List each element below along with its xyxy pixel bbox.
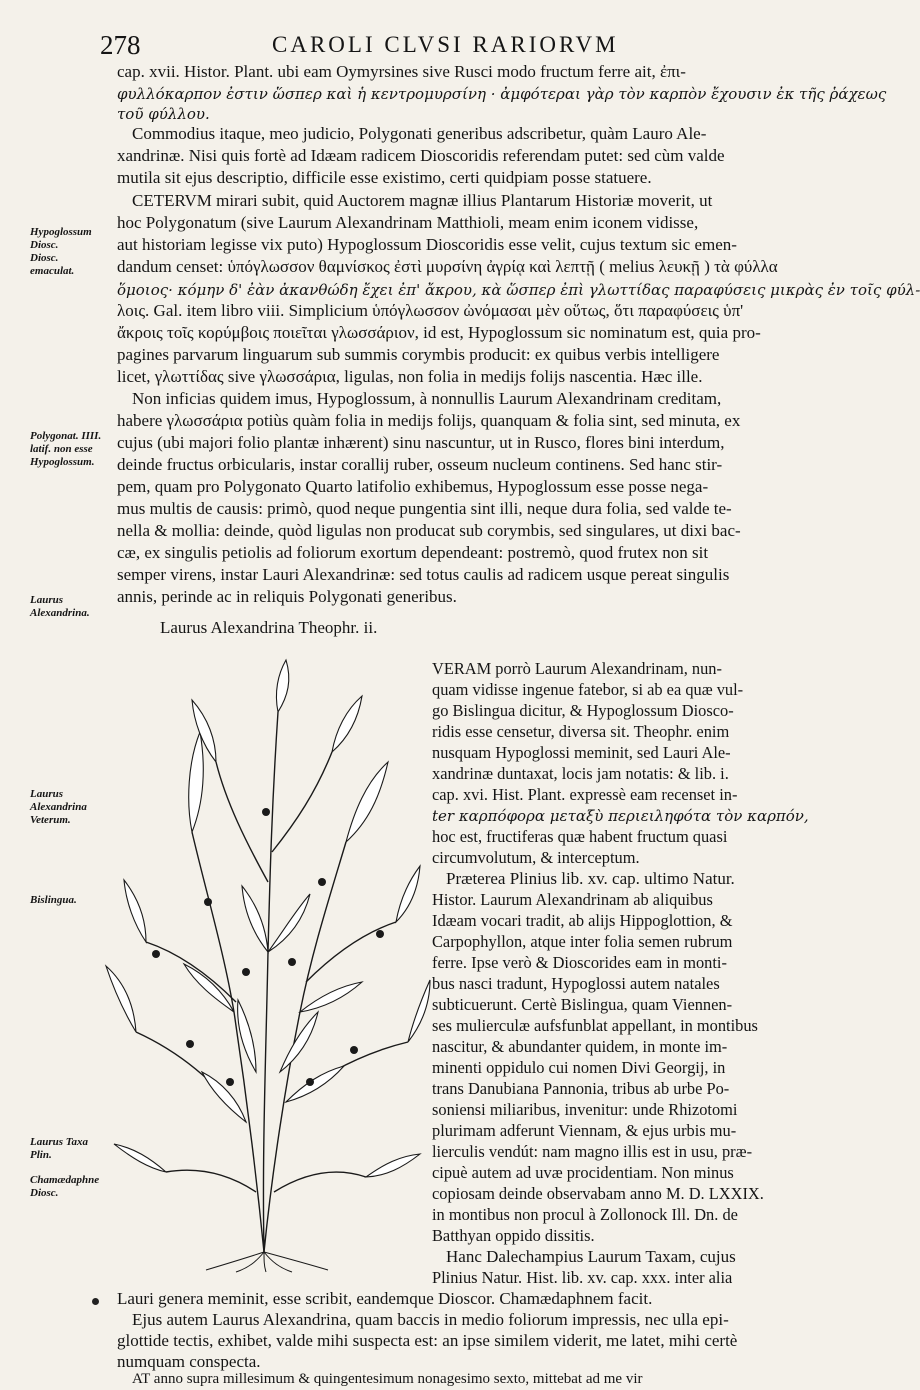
body-line: ἄκροις τοῖς κορύμβοις ποιεῖται γλωσσάριον, id est, Hypoglossum sic nominatum est, quia pro-: [117, 323, 761, 342]
body-line: CETERVM mirari subit, quid Auctorem magnæ illius Plantarum Historiæ moverit, ut: [132, 191, 713, 210]
margin-note: Polygonat. IIII. latif. non esse Hypoglossum.: [30, 430, 102, 468]
body-line: deinde fructus orbicularis, instar corallij ruber, osseum nucleum continens. Sed hanc stir-: [117, 455, 723, 474]
column-line: copiosam deinde observabam anno M. D. LXXIX.: [432, 1184, 764, 1203]
column-line: bus nasci tradunt, Hypoglossi autem natales: [432, 974, 720, 993]
column-line: soniensi miliaribus, invenitur: unde Rhizotomi: [432, 1100, 738, 1119]
body-line: glottide tectis, exhibet, valde mihi suspecta est: an ipse similem viderit, me latet, mihi certè: [117, 1331, 738, 1350]
column-line: minenti oppidulo cui nomen Divi Georgij, in: [432, 1058, 726, 1077]
column-line: nascitur, & abundanter quidem, in monte im-: [432, 1037, 728, 1056]
body-line: cap. xvii. Histor. Plant. ubi eam Oymyrsines sive Rusci modo fructum ferre ait, ἐπι-: [117, 62, 686, 81]
ink-blot: [92, 1298, 99, 1305]
figure-caption: Laurus Alexandrina Theophr. ii.: [160, 618, 378, 637]
page-header: [100, 30, 780, 64]
column-line: trans Danubiana Pannonia, tribus ab urbe Po-: [432, 1079, 730, 1098]
margin-note: Laurus Alexandrina.: [30, 594, 90, 619]
column-line: Hanc Dalechampius Laurum Taxam, cujus: [446, 1247, 736, 1266]
column-line: lierculis vendút: nam magno illis est in usu, præ-: [432, 1142, 753, 1161]
column-line: hoc est, fructiferas quæ habent fructum quasi: [432, 827, 728, 846]
body-line: xandrinæ. Nisi quis fortè ad Idæam radicem Dioscoridis referendam putet: sed cùm valde: [117, 146, 725, 165]
body-line: dandum censet: ὑπόγλωσσον θαμνίσκος ἐστὶ μυρσίνη ἀγρίᾳ καὶ λεπτῇ ( melius λευκῇ ) τὰ φύλλα: [117, 257, 778, 276]
body-line: semper virens, instar Lauri Alexandrinæ: sed totus caulis ad radicem usque pereat singulis: [117, 565, 730, 584]
column-line: in montibus non procul à Zollonock Ill. Dn. de: [432, 1205, 738, 1224]
column-line: Histor. Laurum Alexandrinam ab aliquibus: [432, 890, 713, 909]
column-line-greek: ter καρπόφορα μεταξὺ περιειληφότα τὸν καρπόν,: [432, 807, 809, 825]
column-line: Carpophyllon, atque inter folia semen rubrum: [432, 932, 733, 951]
body-line: λοις. Gal. item libro viii. Simplicium ὑπόγλωσσον ὠνόμασαι μὲν οὕτως, ὅτι παραφύσεις ὑπ': [117, 301, 744, 320]
body-line: pem, quam pro Polygonato Quarto latifolio exhibemus, Hypoglossum esse posse nega-: [117, 477, 709, 496]
margin-note: Hypoglossum Diosc.: [30, 226, 92, 251]
column-line: go Bislingua dicitur, & Hypoglossum Diosco-: [432, 701, 734, 720]
column-line: xandrinæ duntaxat, locis jam notatis: & lib. i.: [432, 764, 729, 783]
column-line: subticuerunt. Certè Bislingua, quam Viennen-: [432, 995, 733, 1014]
column-line: ferre. Ipse verò & Dioscorides eam in monti-: [432, 953, 727, 972]
column-line: Idæam vocari tradit, ab alijs Hippoglottion, &: [432, 911, 733, 930]
column-line: nusquam Hypoglossi meminit, sed Lauri Ale-: [432, 743, 731, 762]
page-number: 278: [100, 30, 141, 60]
body-line: hoc Polygonatum (sive Laurum Alexandrinam Matthioli, meam enim iconem vidisse,: [117, 213, 699, 232]
margin-note: Diosc. emaculat.: [30, 252, 75, 277]
body-line-greek: τοῦ φύλλου.: [117, 105, 210, 123]
column-line: plurimam adferunt Viennam, & ejus urbis mu-: [432, 1121, 737, 1140]
margin-note: Laurus Taxa Plin.: [30, 1136, 88, 1161]
body-line: licet, γλωττίδας sive γλωσσάρια, ligulas, non folia in medijs folijs nascentia. Hæc ille.: [117, 367, 703, 386]
column-line: circumvolutum, & interceptum.: [432, 848, 640, 867]
column-line: Plinius Natur. Hist. lib. xv. cap. xxx. inter alia: [432, 1268, 733, 1287]
body-line-greek: ὅμοιος· κόμην δ' ἐὰν ἀκανθώδη ἔχει ἐπ' ἄκρου, κὰ ὥσπερ ἐπὶ γλωττίδας παραφύσεις μικρὰς ἐν τοῖς φύλ-: [117, 281, 920, 299]
body-line: mus multis de causis: primò, quod neque pungentia sint illi, neque dura folia, sed valde te-: [117, 499, 732, 518]
body-line: habere γλωσσάρια potiùs quàm folia in medijs folijs, quanquam & folia sint, sed minuta, ex: [117, 411, 741, 430]
column-line: cipuè autem ad uvæ procidentiam. Non minus: [432, 1163, 734, 1182]
body-line-greek: φυλλόκαρπον ἐστιν ὥσπερ καὶ ἡ κεντρομυρσίνη · ἀμφότεραι γὰρ τὸν καρπὸν ἔχουσιν ἐκ τῆς ῥάχεως: [117, 85, 887, 103]
body-line: AT anno supra millesimum & quingentesimum nonagesimo sexto, mittebat ad me vir: [132, 1371, 643, 1387]
body-line: annis, perinde ac in reliquis Polygonati generibus.: [117, 587, 457, 606]
body-line: cujus (ubi majori folio plantæ inhærent) sinu nascuntur, ut in Rusco, flores bini interdum,: [117, 433, 725, 452]
margin-note: Laurus Alexandrina Veterum.: [30, 788, 87, 826]
plant-woodcut-illustration: [96, 652, 432, 1272]
column-line: quam vidisse ingenue fatebor, si ab ea quæ vul-: [432, 680, 744, 699]
margin-note: Bislingua.: [30, 894, 77, 906]
body-line: Ejus autem Laurus Alexandrina, quam baccis in medio foliorum impressis, nec ulla epi-: [132, 1310, 729, 1329]
body-line: Commodius itaque, meo judicio, Polygonati generibus adscribetur, quàm Lauro Ale-: [132, 124, 707, 143]
body-line: mutila sit ejus descriptio, difficile esse existimo, certi quidpiam posse statuere.: [117, 168, 652, 187]
column-line: cap. xvi. Hist. Plant. expressè eam recenset in-: [432, 785, 738, 804]
body-line: Non inficias quidem imus, Hypoglossum, à nonnullis Laurum Alexandrinam creditam,: [132, 389, 722, 408]
column-line: Præterea Plinius lib. xv. cap. ultimo Natur.: [446, 869, 735, 888]
column-line: ridis esse censetur, diversa sit. Theophr. enim: [432, 722, 730, 741]
margin-note: Chamædaphne Diosc.: [30, 1174, 100, 1199]
body-line: nella & mollia: deinde, quòd ligulas non producat sub corymbis, sed singulares, ut dixi bac-: [117, 521, 741, 540]
running-head: CAROLI CLVSI RARIORVM: [272, 32, 619, 57]
column-line: VERAM porrò Laurum Alexandrinam, nun-: [432, 659, 722, 678]
column-line: Batthyan oppido dissitis.: [432, 1226, 595, 1245]
body-line: numquam conspecta.: [117, 1352, 261, 1371]
body-line: pagines parvarum linguarum sub summis corymbis producit: ex quibus verbis intelligere: [117, 345, 720, 364]
body-line: Lauri genera meminit, esse scribit, eandemque Dioscor. Chamædaphnem facit.: [117, 1289, 653, 1308]
body-line: cæ, ex singulis petiolis ad foliorum exortum dependeant: postremò, quod frutex non sit: [117, 543, 709, 562]
column-line: ses mulierculæ aufsfunblat appellant, in montibus: [432, 1016, 758, 1035]
body-line: aut historiam legisse vix puto) Hypoglossum Dioscoridis esse velit, cujus textum sic emen-: [117, 235, 737, 254]
